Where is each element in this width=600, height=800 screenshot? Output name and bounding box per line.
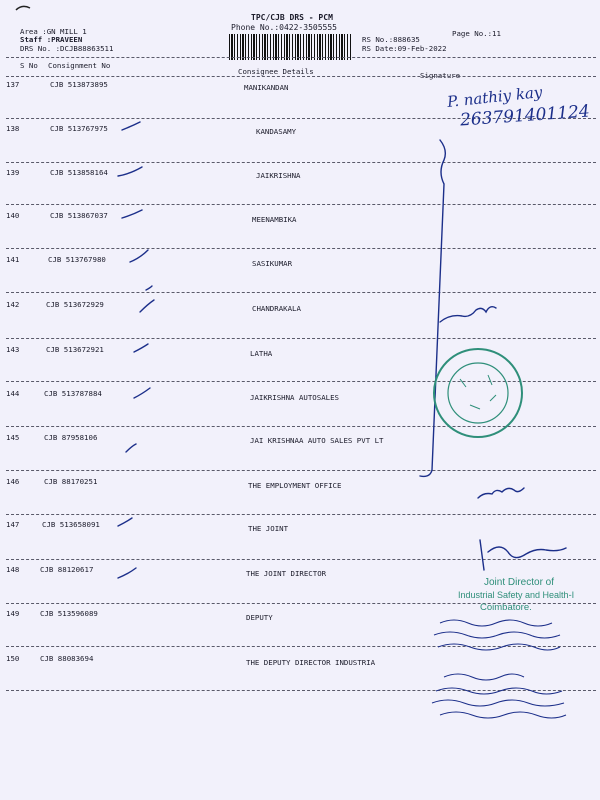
row-consignment: CJB 88170251 — [44, 477, 98, 486]
row-sno: 141 — [6, 255, 20, 264]
area-label: Area :GN MILL 1 — [20, 27, 87, 36]
handwritten-name: P. nathiy kay — [446, 83, 544, 111]
rs-date: RS Date:09-Feb-2022 — [362, 44, 447, 53]
row-consignment: CJB 87958106 — [44, 433, 98, 442]
row-consignee: CHANDRAKALA — [252, 304, 301, 313]
phone-number: Phone No.:0422-3505555 — [231, 23, 337, 32]
row-consignee: DEPUTY — [246, 613, 273, 622]
stamp-city: Coimbatore. — [480, 602, 532, 613]
stamp-department: Industrial Safety and Health-I — [458, 590, 575, 600]
row-sno: 149 — [6, 609, 20, 618]
row-sno: 146 — [6, 477, 20, 486]
rs-number: RS No.:888635 — [362, 35, 420, 44]
row-consignee: JAI KRISHNAA AUTO SALES PVT LT — [250, 436, 384, 445]
row-sno: 150 — [6, 654, 20, 663]
row-consignee: LATHA — [250, 349, 273, 358]
drs-number: DRS No. :DCJB88863511 — [20, 44, 114, 53]
row-sno: 145 — [6, 433, 20, 442]
row-consignment: CJB 513658091 — [42, 520, 100, 529]
row-consignee: JAIKRISHNA AUTOSALES — [250, 393, 339, 402]
row-consignment: CJB 513672929 — [46, 300, 104, 309]
row-consignment: CJB 513873895 — [50, 80, 108, 89]
handwritten-number: 263791401124 — [459, 101, 591, 131]
corner-mark — [14, 4, 34, 14]
row-sno: 143 — [6, 345, 20, 354]
row-consignment: CJB 513787884 — [44, 389, 102, 398]
row-consignee: THE JOINT — [248, 524, 289, 533]
row-consignee: MANIKANDAN — [244, 83, 289, 92]
row-consignment: CJB 513858164 — [50, 168, 108, 177]
row-consignment: CJB 513767980 — [48, 255, 106, 264]
row-consignment: CJB 513767975 — [50, 124, 108, 133]
row-consignment: CJB 513596089 — [40, 609, 98, 618]
row-sno: 142 — [6, 300, 20, 309]
staff-label: Staff :PRAVEEN — [20, 35, 83, 44]
row-consignee: THE DEPUTY DIRECTOR INDUSTRIA — [246, 658, 376, 667]
column-header-signature: Signature — [420, 71, 461, 80]
stamp-title: Joint Director of — [484, 577, 555, 588]
document-title: TPC/CJB DRS - PCM — [251, 13, 333, 22]
row-sno: 144 — [6, 389, 20, 398]
row-sno: 137 — [6, 80, 20, 89]
row-sno: 139 — [6, 168, 20, 177]
row-sno: 148 — [6, 565, 20, 574]
tamil-stamp-block — [430, 615, 600, 725]
row-consignment: CJB 88083694 — [40, 654, 94, 663]
row-consignee: THE JOINT DIRECTOR — [246, 569, 327, 578]
row-consignee: KANDASAMY — [256, 127, 297, 136]
row-consignment: CJB 88120617 — [40, 565, 94, 574]
row-sno: 147 — [6, 520, 20, 529]
row-consignment: CJB 513867037 — [50, 211, 108, 220]
column-header-sno: S No — [20, 61, 38, 70]
row-sno: 138 — [6, 124, 20, 133]
round-seal — [430, 345, 526, 441]
row-consignee: MEENAMBIKA — [252, 215, 297, 224]
column-header-consignee: Consignee Details — [238, 67, 314, 76]
row-consignee: JAIKRISHNA — [256, 171, 301, 180]
column-header-consignment: Consignment No — [48, 61, 111, 70]
page-number: Page No.:11 — [452, 29, 501, 38]
row-consignee: THE EMPLOYMENT OFFICE — [248, 481, 342, 490]
row-consignee: SASIKUMAR — [252, 259, 293, 268]
row-sno: 140 — [6, 211, 20, 220]
row-consignment: CJB 513672921 — [46, 345, 104, 354]
